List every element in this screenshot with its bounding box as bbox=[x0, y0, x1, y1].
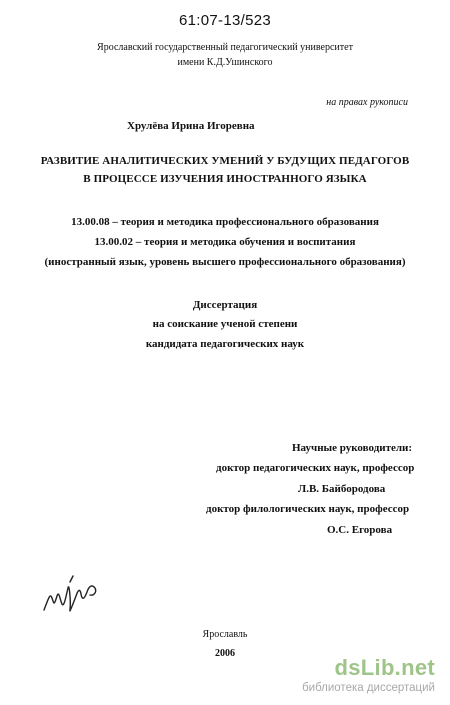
specialty-1: 13.00.08 – теория и методика профессионального образования bbox=[71, 216, 379, 228]
specialty-2: 13.00.02 – теория и методика обучения и воспитания bbox=[94, 236, 356, 248]
thesis-title-line-2: В ПРОЦЕССЕ ИЗУЧЕНИЯ ИНОСТРАННОГО ЯЗЫКА bbox=[83, 173, 367, 185]
specialty-note: (иностранный язык, уровень высшего профессионального образования) bbox=[44, 256, 406, 268]
year: 2006 bbox=[215, 648, 235, 659]
dslib-watermark bbox=[283, 655, 443, 701]
university-named-after: имени К.Д.Ушинского bbox=[177, 57, 273, 68]
city: Ярославль bbox=[202, 629, 248, 640]
supervisors-heading: Научные руководители: bbox=[292, 442, 413, 454]
watermark-subtitle: библиотека диссертаций bbox=[302, 682, 435, 694]
supervisor-1-name: Л.В. Байбородова bbox=[298, 483, 386, 495]
supervisor-1-degree: доктор педагогических наук, профессор bbox=[216, 462, 415, 474]
supervisor-2-degree: доктор филологических наук, профессор bbox=[206, 503, 410, 515]
university-name: Ярославский государственный педагогический университет bbox=[97, 42, 353, 53]
rights-note: на правах рукописи bbox=[326, 97, 408, 108]
document-code: 61:07-13/523 bbox=[178, 12, 271, 29]
supervisor-2-name: О.С. Егорова bbox=[327, 524, 393, 536]
degree-line: на соискание ученой степени bbox=[152, 318, 298, 330]
degree-field: кандидата педагогических наук bbox=[145, 338, 305, 350]
handwritten-signature bbox=[40, 570, 110, 618]
watermark-logo: dsLib.net bbox=[334, 655, 435, 680]
dissertation-label: Диссертация bbox=[192, 299, 258, 311]
author-name: Хрулёва Ирина Игоревна bbox=[127, 120, 255, 132]
thesis-title-line-1: РАЗВИТИЕ АНАЛИТИЧЕСКИХ УМЕНИЙ У БУДУЩИХ ПЕДАГОГОВ bbox=[40, 155, 410, 167]
